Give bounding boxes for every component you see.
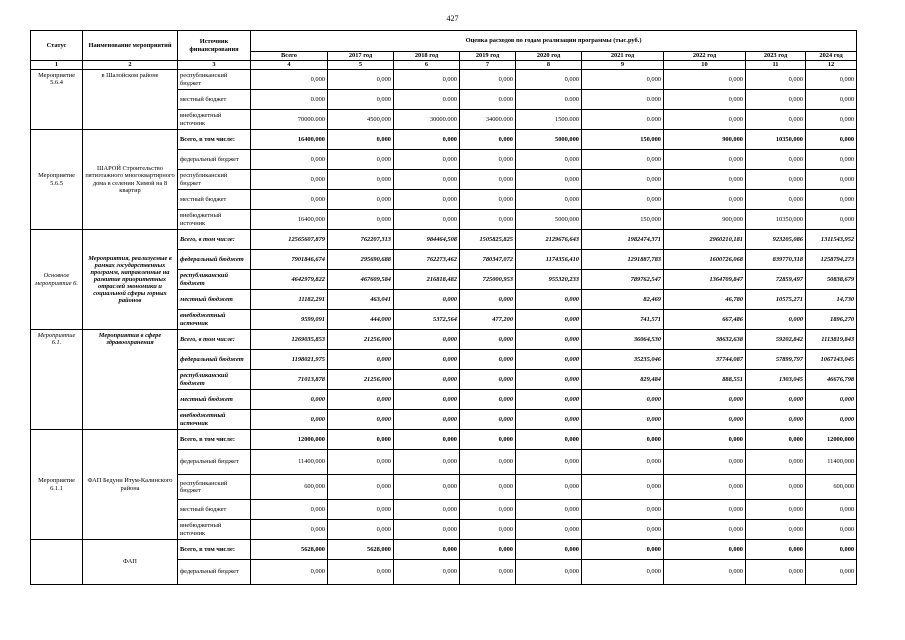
header-column-number: 4 <box>251 61 328 70</box>
row-value-cell: 5372,564 <box>394 310 460 330</box>
row-value-cell: 0,000 <box>516 520 582 540</box>
row-value-cell: 0,000 <box>746 70 806 90</box>
row-value-cell: 0,000 <box>460 475 516 500</box>
row-value-cell: 667,486 <box>664 310 746 330</box>
expenditure-table <box>30 30 857 585</box>
row-value-cell: 0,000 <box>394 330 460 350</box>
row-value-cell: 0,000 <box>328 520 394 540</box>
row-value-cell: 0,000 <box>251 500 328 520</box>
row-value-cell: 0,000 <box>460 170 516 190</box>
row-value-cell: 0,000 <box>328 430 394 450</box>
row-value-cell: 0.000 <box>582 110 664 130</box>
row-value-cell: 0,000 <box>516 310 582 330</box>
row-value-cell: 0,000 <box>806 410 857 430</box>
page-number: 427 <box>446 14 459 23</box>
row-value-cell: 11400,000 <box>251 450 328 475</box>
row-value-cell: 0,000 <box>460 190 516 210</box>
row-value-cell: 70000.000 <box>251 110 328 130</box>
row-status: Мероприятие 5.6.5 <box>31 130 83 230</box>
row-value-cell: 10575,271 <box>746 290 806 310</box>
row-value-cell: 0,000 <box>328 500 394 520</box>
row-funding-source: внебюджетный источник <box>178 310 251 330</box>
row-value-cell: 21256,000 <box>328 370 394 390</box>
row-value-cell: 0,000 <box>664 390 746 410</box>
row-value-cell: 0,000 <box>394 210 460 230</box>
table-row <box>31 70 857 90</box>
row-value-cell: 0,000 <box>328 560 394 585</box>
row-value-cell: 0,000 <box>460 540 516 560</box>
row-value-cell: 0,000 <box>251 390 328 410</box>
row-value-cell: 16400,000 <box>251 210 328 230</box>
header-name: Наименование мероприятий <box>83 31 178 61</box>
row-value-cell: 150,000 <box>582 130 664 150</box>
row-value-cell: 0,000 <box>806 190 857 210</box>
row-value-cell: 0,000 <box>394 350 460 370</box>
row-value-cell: 11400,000 <box>806 450 857 475</box>
row-value-cell: 0,000 <box>806 210 857 230</box>
row-funding-source: местный бюджет <box>178 500 251 520</box>
row-value-cell: 0,000 <box>394 560 460 585</box>
header-column-number: 10 <box>664 61 746 70</box>
row-value-cell: 30000.000 <box>394 110 460 130</box>
row-status: Основное мероприятие 6. <box>31 230 83 330</box>
header-column-number: 3 <box>178 61 251 70</box>
row-value-cell: 57899,797 <box>746 350 806 370</box>
row-value-cell: 1500.000 <box>516 110 582 130</box>
row-value-cell: 0,000 <box>516 70 582 90</box>
row-value-cell: 0,000 <box>328 70 394 90</box>
row-value-cell: 1198021,975 <box>251 350 328 370</box>
row-value-cell: 2129676,643 <box>516 230 582 250</box>
row-funding-source: федеральный бюджет <box>178 450 251 475</box>
row-value-cell: 72859,497 <box>746 270 806 290</box>
row-value-cell: 1311543,952 <box>806 230 857 250</box>
row-funding-source: республиканский бюджет <box>178 170 251 190</box>
row-value-cell: 0.000 <box>460 90 516 110</box>
row-funding-source: республиканский бюджет <box>178 70 251 90</box>
row-value-cell: 0,000 <box>328 410 394 430</box>
row-value-cell: 46,780 <box>664 290 746 310</box>
row-value-cell: 900,000 <box>664 130 746 150</box>
row-value-cell: 477,200 <box>460 310 516 330</box>
row-value-cell: 1505825,825 <box>460 230 516 250</box>
row-value-cell: 0,000 <box>394 430 460 450</box>
row-value-cell: 0,000 <box>394 150 460 170</box>
row-value-cell: 0,000 <box>664 70 746 90</box>
row-value-cell: 789762,547 <box>582 270 664 290</box>
row-status: Мероприятие 6.1.1 <box>31 430 83 540</box>
row-value-cell: 0,000 <box>328 130 394 150</box>
row-value-cell: 0,000 <box>806 150 857 170</box>
row-value-cell: 0.000 <box>394 90 460 110</box>
row-value-cell: 1982474,371 <box>582 230 664 250</box>
row-value-cell: 12000,000 <box>806 430 857 450</box>
row-event-name: ФАП <box>83 540 178 585</box>
row-value-cell: 0,000 <box>516 150 582 170</box>
row-value-cell: 0,000 <box>328 475 394 500</box>
row-value-cell: 0,000 <box>582 560 664 585</box>
row-value-cell: 923205,086 <box>746 230 806 250</box>
header-column-number: 7 <box>460 61 516 70</box>
header-column-number: 11 <box>746 61 806 70</box>
row-value-cell: 10350,000 <box>746 130 806 150</box>
row-value-cell: 0,000 <box>582 390 664 410</box>
row-value-cell: 46676,798 <box>806 370 857 390</box>
header-year: 2023 год <box>746 52 806 61</box>
row-value-cell: 0,000 <box>394 130 460 150</box>
header-year: 2024 год <box>806 52 857 61</box>
row-funding-source: федеральный бюджет <box>178 150 251 170</box>
row-value-cell: 0,000 <box>516 170 582 190</box>
row-value-cell: 467609,584 <box>328 270 394 290</box>
row-value-cell: 0,000 <box>460 410 516 430</box>
header-source: Источник финансирования <box>178 31 251 61</box>
row-funding-source: местный бюджет <box>178 90 251 110</box>
row-value-cell: 0,000 <box>460 350 516 370</box>
row-value-cell: 984464,508 <box>394 230 460 250</box>
row-value-cell: 11182,291 <box>251 290 328 310</box>
row-value-cell: 0,000 <box>806 110 857 130</box>
row-value-cell: 0,000 <box>460 430 516 450</box>
row-value-cell: 0,000 <box>746 190 806 210</box>
row-status: Мероприятие 5.6.4 <box>31 70 83 130</box>
row-funding-source: внебюджетный источник <box>178 110 251 130</box>
row-value-cell: 38632,638 <box>664 330 746 350</box>
row-value-cell: 741,571 <box>582 310 664 330</box>
row-value-cell: 0,000 <box>746 410 806 430</box>
row-value-cell: 2960210,181 <box>664 230 746 250</box>
row-value-cell: 0,000 <box>328 170 394 190</box>
row-value-cell: 0,000 <box>394 540 460 560</box>
row-value-cell: 0,000 <box>251 150 328 170</box>
row-funding-source: Всего, в том числе: <box>178 540 251 560</box>
row-value-cell: 295690,688 <box>328 250 394 270</box>
row-value-cell: 0,000 <box>664 150 746 170</box>
row-value-cell: 0,000 <box>394 500 460 520</box>
row-value-cell: 0,000 <box>328 190 394 210</box>
row-value-cell: 0,000 <box>806 520 857 540</box>
row-value-cell: 0,000 <box>746 150 806 170</box>
row-value-cell: 1896,270 <box>806 310 857 330</box>
row-value-cell: 0,000 <box>806 70 857 90</box>
row-value-cell: 0,000 <box>251 410 328 430</box>
row-value-cell: 0,000 <box>806 390 857 410</box>
row-value-cell: 0,000 <box>516 475 582 500</box>
header-column-number: 12 <box>806 61 857 70</box>
row-value-cell: 0,000 <box>582 410 664 430</box>
row-value-cell: 0,000 <box>746 110 806 130</box>
row-value-cell: 0,000 <box>806 170 857 190</box>
row-value-cell: 0,000 <box>516 430 582 450</box>
row-value-cell: 0.000 <box>516 90 582 110</box>
row-value-cell: 0,000 <box>394 390 460 410</box>
row-value-cell: 0,000 <box>582 500 664 520</box>
row-value-cell: 839770,318 <box>746 250 806 270</box>
row-value-cell: 0,000 <box>516 560 582 585</box>
row-value-cell: 0,000 <box>806 90 857 110</box>
row-value-cell: 0,000 <box>746 560 806 585</box>
row-value-cell: 37744,087 <box>664 350 746 370</box>
row-value-cell: 0,000 <box>664 410 746 430</box>
row-value-cell: 10350,000 <box>746 210 806 230</box>
row-value-cell: 7901846,674 <box>251 250 328 270</box>
row-value-cell: 0,000 <box>806 500 857 520</box>
header-column-number: 2 <box>83 61 178 70</box>
row-value-cell: 71013,878 <box>251 370 328 390</box>
row-value-cell: 0,000 <box>582 450 664 475</box>
row-value-cell: 0,000 <box>328 450 394 475</box>
row-value-cell: 0,000 <box>746 310 806 330</box>
row-value-cell: 0,000 <box>394 70 460 90</box>
row-funding-source: местный бюджет <box>178 190 251 210</box>
row-value-cell: 12565607,879 <box>251 230 328 250</box>
row-value-cell: 0,000 <box>394 170 460 190</box>
row-value-cell: 82,469 <box>582 290 664 310</box>
row-value-cell: 444,000 <box>328 310 394 330</box>
row-value-cell: 0,000 <box>251 190 328 210</box>
row-value-cell: 1258794,273 <box>806 250 857 270</box>
row-value-cell: 50838,679 <box>806 270 857 290</box>
row-value-cell: 1269035,853 <box>251 330 328 350</box>
header-year: 2017 год <box>328 52 394 61</box>
row-value-cell: 5628,000 <box>251 540 328 560</box>
row-value-cell: 0,000 <box>328 150 394 170</box>
row-value-cell: 0,000 <box>664 520 746 540</box>
row-value-cell: 0,000 <box>460 290 516 310</box>
row-value-cell: 16400,000 <box>251 130 328 150</box>
row-value-cell: 0,000 <box>460 150 516 170</box>
row-status: Мероприятие 6.1. <box>31 330 83 430</box>
row-value-cell: 0,000 <box>746 475 806 500</box>
row-value-cell: 0,000 <box>328 90 394 110</box>
row-value-cell: 0,000 <box>516 330 582 350</box>
header-estimate: Оценка расходов по годам реализации программы (тыс.руб.) <box>251 31 857 52</box>
row-value-cell: 5000,000 <box>516 210 582 230</box>
row-value-cell: 34000.000 <box>460 110 516 130</box>
row-event-name: в Шалойском районе <box>83 70 178 130</box>
row-value-cell: 1113819,843 <box>806 330 857 350</box>
row-value-cell: 0,000 <box>582 475 664 500</box>
row-value-cell: 600,000 <box>251 475 328 500</box>
row-value-cell: 35235,046 <box>582 350 664 370</box>
row-value-cell: 0,000 <box>664 540 746 560</box>
row-value-cell: 0,000 <box>664 560 746 585</box>
row-value-cell: 0,000 <box>746 520 806 540</box>
row-value-cell: 0,000 <box>746 390 806 410</box>
row-value-cell: 0,000 <box>746 540 806 560</box>
row-value-cell: 0,000 <box>394 190 460 210</box>
row-funding-source: федеральный бюджет <box>178 250 251 270</box>
row-value-cell: 5000,000 <box>516 130 582 150</box>
row-event-name: Мероприятия в сфере здравоохранения <box>83 330 178 430</box>
row-value-cell: 0,000 <box>516 350 582 370</box>
row-value-cell: 0,000 <box>460 370 516 390</box>
row-value-cell: 150,000 <box>582 210 664 230</box>
row-value-cell: 216818,482 <box>394 270 460 290</box>
row-value-cell: 9599,091 <box>251 310 328 330</box>
row-value-cell: 0,000 <box>582 520 664 540</box>
row-event-name: ШАРОЙ Строительство пятиэтажного многоквартирного дома в селении Химой на 8 квартир <box>83 130 178 230</box>
row-value-cell: 0,000 <box>394 475 460 500</box>
row-funding-source: Всего, в том числе: <box>178 330 251 350</box>
table-row <box>31 330 857 350</box>
row-value-cell: 0,000 <box>582 70 664 90</box>
header-column-number: 5 <box>328 61 394 70</box>
row-funding-source: внебюджетный источник <box>178 410 251 430</box>
row-value-cell: 0,000 <box>516 390 582 410</box>
row-funding-source: местный бюджет <box>178 290 251 310</box>
row-value-cell: 0,000 <box>460 210 516 230</box>
row-value-cell: 780347,072 <box>460 250 516 270</box>
row-value-cell: 0,000 <box>460 330 516 350</box>
row-funding-source: Всего, в том числе: <box>178 130 251 150</box>
row-value-cell: 0,000 <box>328 390 394 410</box>
row-value-cell: 0,000 <box>516 290 582 310</box>
row-status <box>31 540 83 585</box>
row-value-cell: 0,000 <box>460 560 516 585</box>
row-value-cell: 0,000 <box>516 500 582 520</box>
row-value-cell: 0,000 <box>516 370 582 390</box>
header-column-number: 6 <box>394 61 460 70</box>
row-value-cell: 5628,000 <box>328 540 394 560</box>
row-value-cell: 0,000 <box>516 190 582 210</box>
row-value-cell: 0,000 <box>516 450 582 475</box>
row-value-cell: 0,000 <box>394 450 460 475</box>
row-value-cell: 0,000 <box>460 520 516 540</box>
row-value-cell: 0,000 <box>516 410 582 430</box>
row-value-cell: 829,484 <box>582 370 664 390</box>
row-value-cell: 0,000 <box>746 500 806 520</box>
row-value-cell: 0,000 <box>664 190 746 210</box>
row-value-cell: 1600726,068 <box>664 250 746 270</box>
row-value-cell: 0,000 <box>251 520 328 540</box>
row-value-cell: 0,000 <box>394 290 460 310</box>
row-value-cell: 955320,233 <box>516 270 582 290</box>
header-year: 2020 год <box>516 52 582 61</box>
header-year: 2018 год <box>394 52 460 61</box>
row-value-cell: 4500,000 <box>328 110 394 130</box>
row-value-cell: 21256,000 <box>328 330 394 350</box>
row-value-cell: 0,000 <box>582 190 664 210</box>
row-value-cell: 0,000 <box>251 70 328 90</box>
row-value-cell: 0,000 <box>806 130 857 150</box>
row-funding-source: федеральный бюджет <box>178 560 251 585</box>
row-funding-source: Всего, в том числе: <box>178 430 251 450</box>
row-value-cell: 0,000 <box>328 350 394 370</box>
table-row <box>31 230 857 250</box>
row-value-cell: 725000,953 <box>460 270 516 290</box>
row-funding-source: внебюджетный источник <box>178 520 251 540</box>
row-value-cell: 1174356,410 <box>516 250 582 270</box>
row-funding-source: республиканский бюджет <box>178 370 251 390</box>
row-funding-source: внебюджетный источник <box>178 210 251 230</box>
row-value-cell: 1067143,045 <box>806 350 857 370</box>
table-row <box>31 430 857 450</box>
row-value-cell: 1364709,847 <box>664 270 746 290</box>
row-value-cell: 0,000 <box>746 450 806 475</box>
row-value-cell: 0,000 <box>664 430 746 450</box>
row-value-cell: 0,000 <box>251 170 328 190</box>
row-value-cell: 0,000 <box>746 430 806 450</box>
row-value-cell: 0,000 <box>582 170 664 190</box>
row-funding-source: республиканский бюджет <box>178 475 251 500</box>
row-value-cell: 0,000 <box>394 370 460 390</box>
row-value-cell: 12000,000 <box>251 430 328 450</box>
row-value-cell: 0,000 <box>806 560 857 585</box>
row-value-cell: 0.000 <box>251 90 328 110</box>
row-value-cell: 59202,842 <box>746 330 806 350</box>
row-value-cell: 0,000 <box>664 500 746 520</box>
header-column-number: 1 <box>31 61 83 70</box>
row-value-cell: 36064,530 <box>582 330 664 350</box>
header-year: Всего <box>251 52 328 61</box>
row-value-cell: 1303,045 <box>746 370 806 390</box>
row-value-cell: 4642979,822 <box>251 270 328 290</box>
row-value-cell: 0,000 <box>251 560 328 585</box>
row-value-cell: 0.000 <box>582 90 664 110</box>
header-column-number: 8 <box>516 61 582 70</box>
row-value-cell: 762273,462 <box>394 250 460 270</box>
row-funding-source: федеральный бюджет <box>178 350 251 370</box>
row-event-name: ФАП Бедуни Итум-Калинского района <box>83 430 178 540</box>
row-value-cell: 0,000 <box>460 70 516 90</box>
table-row <box>31 540 857 560</box>
row-value-cell: 0,000 <box>746 90 806 110</box>
row-value-cell: 0,000 <box>664 110 746 130</box>
row-value-cell: 0,000 <box>664 90 746 110</box>
row-value-cell: 0,000 <box>460 450 516 475</box>
row-value-cell: 0,000 <box>806 540 857 560</box>
row-value-cell: 0,000 <box>394 520 460 540</box>
row-value-cell: 0,000 <box>582 540 664 560</box>
row-value-cell: 0,000 <box>664 170 746 190</box>
row-value-cell: 463,041 <box>328 290 394 310</box>
row-value-cell: 0,000 <box>394 410 460 430</box>
row-value-cell: 0,000 <box>460 500 516 520</box>
row-value-cell: 0,000 <box>582 430 664 450</box>
row-value-cell: 0,000 <box>460 130 516 150</box>
row-value-cell: 888,551 <box>664 370 746 390</box>
row-event-name: Мероприятия, реализуемые в рамках государственных программ, направленные на развитие приоритетных отраслей экономики и социальной сферы горных районов <box>83 230 178 330</box>
row-funding-source: республиканский бюджет <box>178 270 251 290</box>
header-year: 2022 год <box>664 52 746 61</box>
row-funding-source: Всего, в том числе: <box>178 230 251 250</box>
row-funding-source: местный бюджет <box>178 390 251 410</box>
row-value-cell: 14,730 <box>806 290 857 310</box>
row-value-cell: 0,000 <box>460 390 516 410</box>
row-value-cell: 762207,313 <box>328 230 394 250</box>
row-value-cell: 0,000 <box>746 170 806 190</box>
header-year: 2019 год <box>460 52 516 61</box>
row-value-cell: 1291887,783 <box>582 250 664 270</box>
row-value-cell: 0,000 <box>664 450 746 475</box>
row-value-cell: 600,000 <box>806 475 857 500</box>
row-value-cell: 0,000 <box>664 475 746 500</box>
header-column-number: 9 <box>582 61 664 70</box>
row-value-cell: 0,000 <box>582 150 664 170</box>
row-value-cell: 900,000 <box>664 210 746 230</box>
row-value-cell: 0,000 <box>328 210 394 230</box>
header-year: 2021 год <box>582 52 664 61</box>
header-status: Статус <box>31 31 83 61</box>
table-row <box>31 130 857 150</box>
row-value-cell: 0,000 <box>516 540 582 560</box>
